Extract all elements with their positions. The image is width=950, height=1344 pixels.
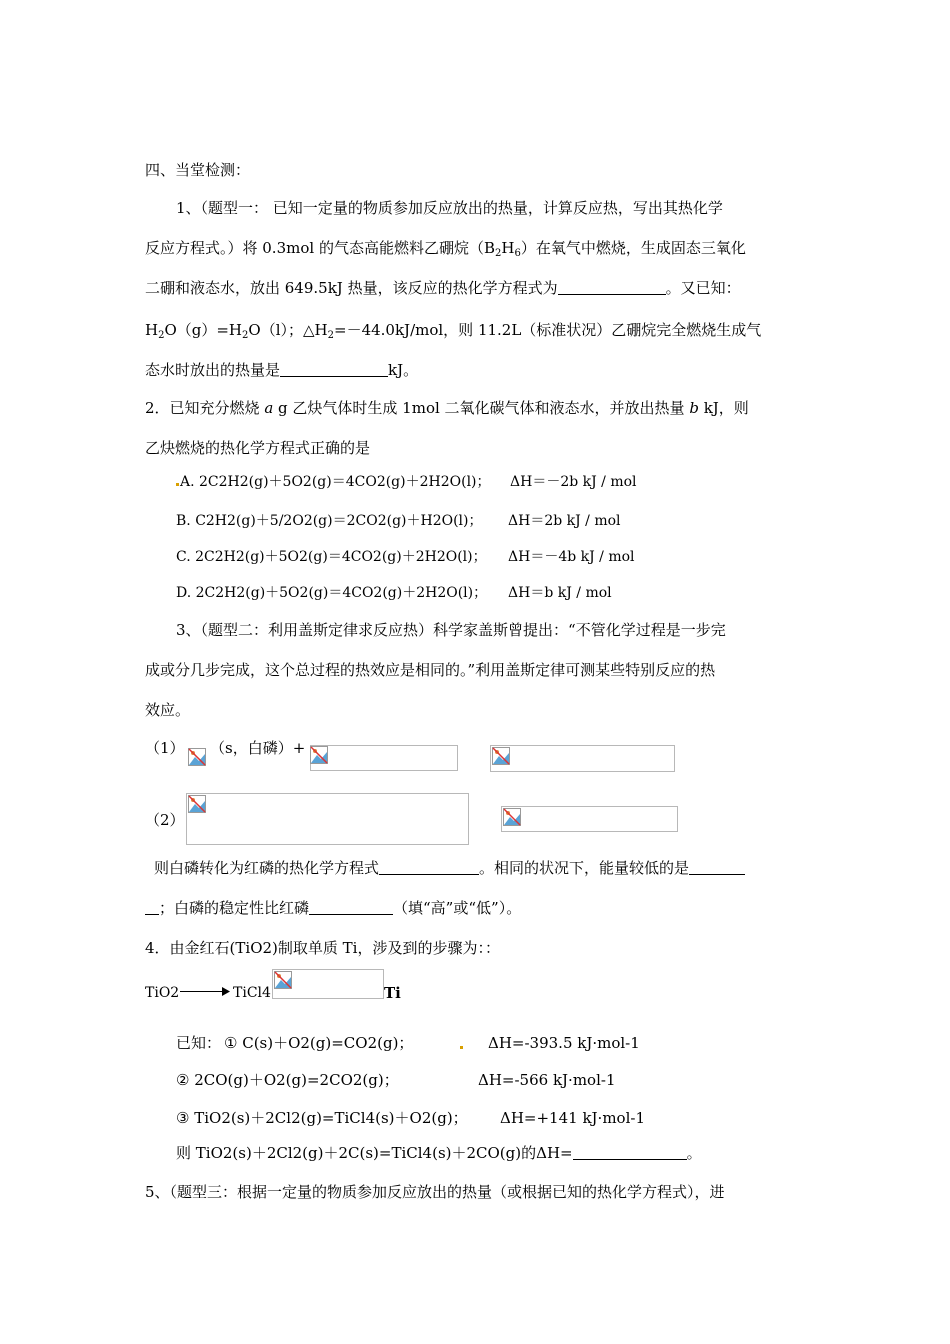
q2-option-d-dh: ΔH＝b kJ / mol	[508, 585, 612, 601]
q1-line3-a: 二硼和液态水，放出 649.5kJ 热量，该反应的热化学方程式为	[145, 279, 558, 297]
q1-line2: 反应方程式。）将 0.3mol 的气态高能燃料乙硼烷$(B_2H_6)$在氧气中燃烧，生成固态三氧化	[145, 239, 746, 259]
q4-reaction-3-dh: ΔH=+141 kJ·mol-1	[500, 1109, 645, 1127]
q4-reaction-2-dh: ΔH=-566 kJ·mol-1	[478, 1071, 616, 1089]
q4-reaction-2: ② 2CO(g)＋O2(g)=2CO2(g)；	[176, 1071, 399, 1089]
q2-var-a: a	[264, 399, 274, 417]
q3-answer-blank-2[interactable]	[689, 860, 745, 875]
q1-line3-b: 。又已知：	[665, 279, 741, 297]
q1-answer-blank-1[interactable]	[558, 280, 666, 295]
q4-reaction-1: ① C(s)＋O2(g)=CO2(g)；	[224, 1034, 414, 1052]
q4-reaction-1-dh: ΔH=-393.5 kJ·mol-1	[488, 1034, 640, 1052]
q4-answer-blank[interactable]	[573, 1145, 687, 1160]
decorative-dot	[176, 483, 179, 486]
q3-eq2-label: （2）	[145, 811, 185, 829]
q4-line1: 4．由金红石(TiO2)制取单质 Ti，涉及到的步骤为：：	[145, 939, 500, 957]
broken-image-icon	[492, 747, 510, 765]
q2-line1-a: 2．已知充分燃烧	[145, 399, 265, 417]
q4-question	[176, 1143, 702, 1163]
q1-line5-b: kJ。	[388, 361, 419, 379]
equation-image-placeholder	[186, 793, 469, 845]
q4-flow-end: Ti	[384, 984, 401, 1002]
reaction-arrow	[180, 991, 225, 992]
q2-line1-e: kJ，则	[698, 399, 749, 417]
arrow-head-icon	[222, 987, 230, 996]
q2-line1	[145, 398, 749, 418]
q3-line2: 成或分几步完成，这个总过程的热效应是相同的。”利用盖斯定律可测某些特别反应的热	[145, 661, 716, 679]
q1-line5	[145, 360, 418, 380]
q4-flow-mid: TiCl4	[233, 985, 271, 1001]
q3-answer-blank-3[interactable]	[309, 900, 393, 915]
q2-option-c[interactable]: C. 2C2H2(g)＋5O2(g)＝4CO2(g)＋2H2O(l)；	[176, 549, 487, 565]
q4-question-a: 则 TiO2(s)＋2Cl2(g)＋2C(s)=TiCl4(s)＋2CO(g)的ΔH=	[176, 1144, 573, 1162]
q3-line5-a: ；白磷的稳定性比红磷	[159, 899, 310, 917]
q3-line3: 效应。	[145, 701, 191, 719]
q4-known-label: 已知：	[176, 1034, 222, 1052]
q1-line5-a: 态水时放出的热量是	[145, 361, 281, 379]
q1-line2-c: ）在氧气中燃烧，生成固态三氧化	[520, 239, 746, 257]
decorative-dot	[460, 1046, 463, 1049]
equation-image-placeholder	[490, 745, 675, 772]
q1-line4: $H_2O(g)=H_2O(l)$；$\triangle H_2=-44.0kJ$/mol，则 11.2L（标准状况）乙硼烷完全燃烧生成气	[145, 321, 762, 341]
q3-line4	[154, 858, 745, 878]
q3-eq1-label: （1）	[145, 739, 185, 757]
q3-line5	[145, 898, 521, 918]
q3-line5-b: （填“高”或“低”）。	[393, 899, 522, 917]
q2-option-b-dh: ΔH＝2b kJ / mol	[508, 513, 621, 529]
q2-option-c-dh: ΔH＝－4b kJ / mol	[508, 549, 635, 565]
equation-image-placeholder	[501, 806, 678, 832]
q1-answer-blank-2[interactable]	[280, 362, 388, 377]
q2-option-b[interactable]: B. C2H2(g)＋5/2O2(g)＝2CO2(g)＋H2O(l)；	[176, 513, 483, 529]
broken-image-icon	[274, 971, 292, 989]
q1-line4-a: H	[145, 321, 159, 339]
q1-line4-b: O（g）=H	[164, 321, 243, 339]
q1-line2-a: 反应方程式。）将 0.3mol 的气态高能燃料乙硼烷（B	[145, 239, 495, 257]
q3-eq1-text: （s，白磷）+	[210, 739, 306, 757]
q4-question-b: 。	[686, 1144, 702, 1162]
broken-image-icon	[503, 808, 521, 826]
q3-line4-a: 则白磷转化为红磷的热化学方程式	[154, 859, 380, 877]
q3-answer-blank-1[interactable]	[379, 860, 479, 875]
equation-image-placeholder	[310, 745, 458, 771]
q1-line1: 1、（题型一： 已知一定量的物质参加反应放出的热量，计算反应热，写出其热化学	[176, 199, 723, 217]
q1-line3	[145, 278, 741, 298]
q3-line4-b: 。相同的状况下，能量较低的是	[479, 859, 690, 877]
q2-option-a[interactable]: A. 2C2H2(g)＋5O2(g)＝4CO2(g)＋2H2O(l)；	[180, 474, 491, 490]
q2-line1-c: g 乙炔气体时生成 1mol 二氧化碳气体和液态水，并放出热量	[273, 399, 690, 417]
q1-line4-c: O（l）；△H	[248, 321, 328, 339]
broken-image-icon	[188, 795, 206, 813]
q3-line1: 3、（题型二：利用盖斯定律求反应热）科学家盖斯曾提出：“不管化学过程是一步完	[176, 621, 726, 639]
broken-image-icon	[188, 748, 206, 766]
q4-reaction-3: ③ TiO2(s)＋2Cl2(g)=TiCl4(s)＋O2(g)；	[176, 1109, 468, 1127]
q1-line4-d: =－44.0kJ/mol，则 11.2L（标准状况）乙硼烷完全燃烧生成气	[334, 321, 762, 339]
section-title: 四、当堂检测：	[145, 161, 251, 179]
q2-option-a-dh: ΔH＝－2b kJ / mol	[510, 474, 637, 490]
q2-var-b: b	[689, 399, 699, 417]
q4-flow-start: TiO2	[145, 985, 180, 1001]
q5-line1: 5、（题型三：根据一定量的物质参加反应放出的热量（或根据已知的热化学方程式），进	[145, 1183, 725, 1201]
q2-option-d[interactable]: D. 2C2H2(g)＋5O2(g)＝4CO2(g)＋2H2O(l)；	[176, 585, 488, 601]
broken-image-icon	[310, 746, 328, 764]
q1-line2-b: H	[501, 239, 515, 257]
q2-line2: 乙炔燃烧的热化学方程式正确的是	[145, 439, 371, 457]
q3-answer-blank-2-cont[interactable]	[145, 900, 159, 915]
